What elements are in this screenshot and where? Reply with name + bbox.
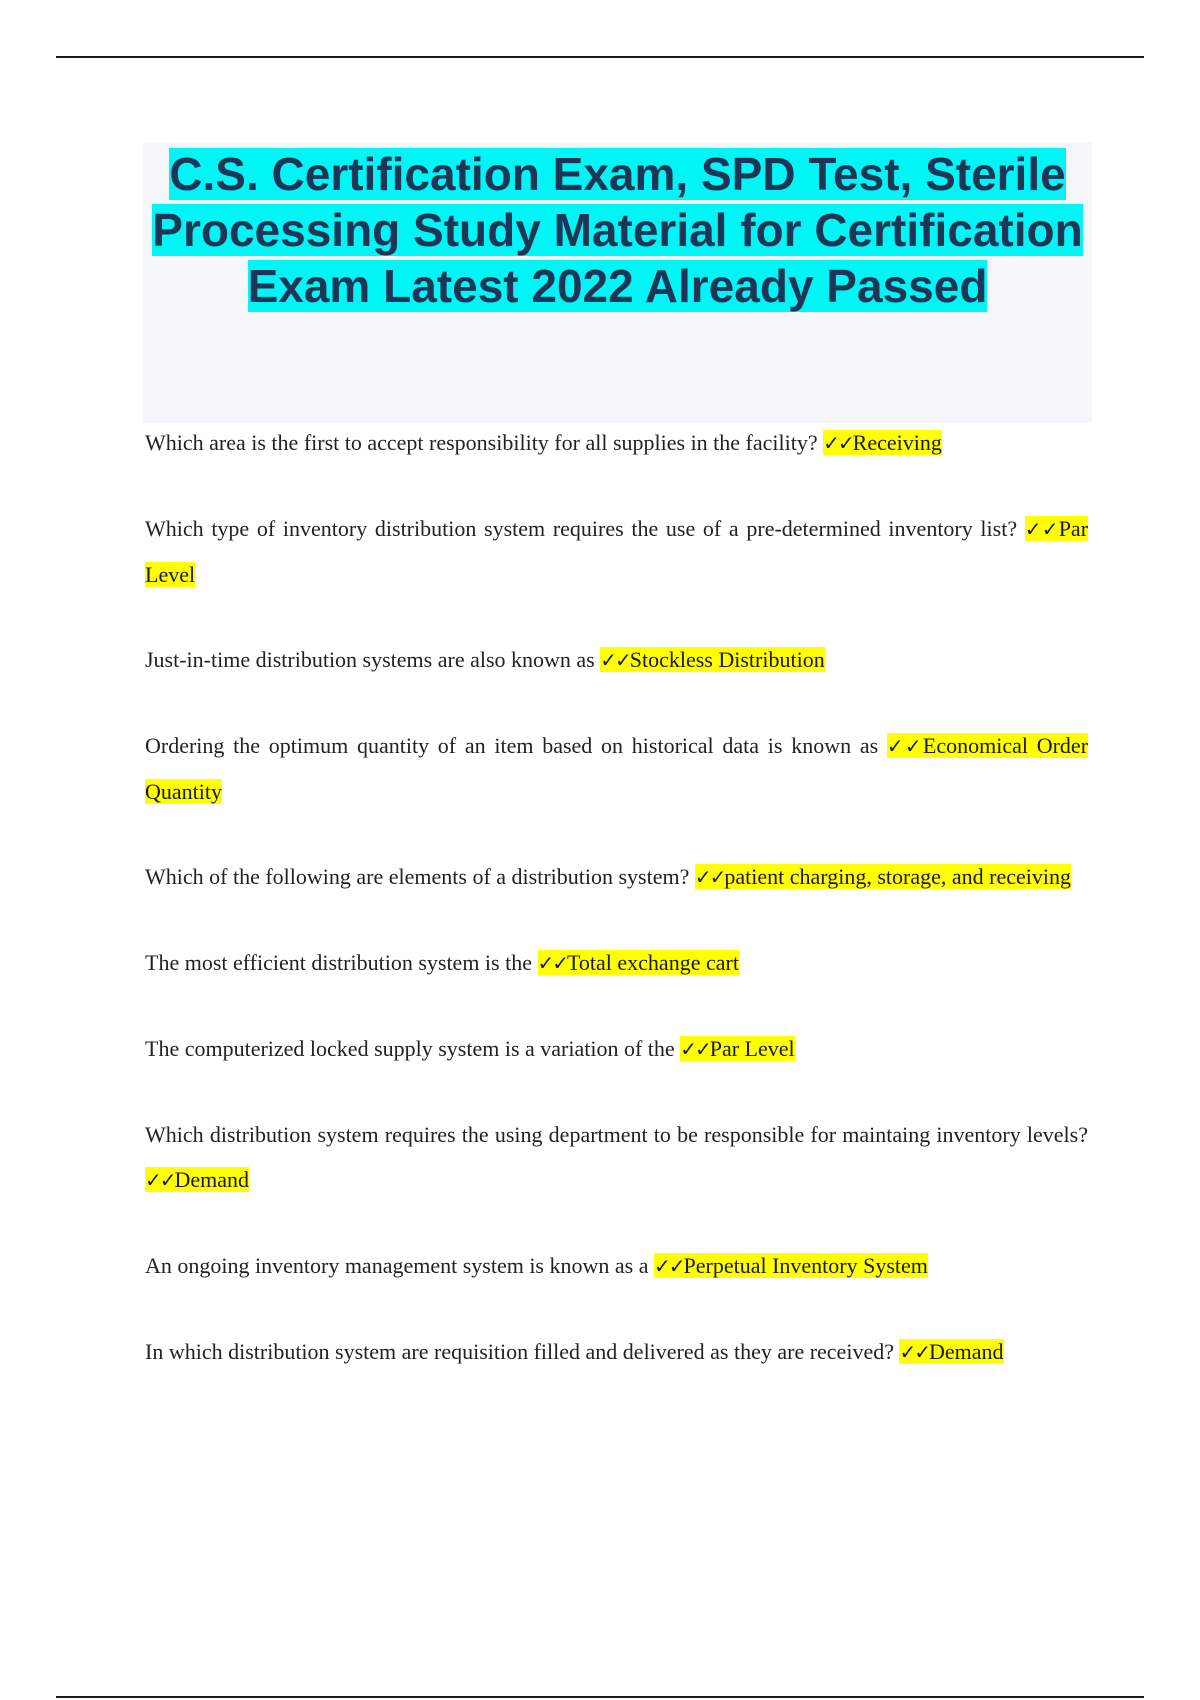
title-block [143, 143, 1092, 423]
double-check-icon: ✓✓ [899, 1340, 929, 1364]
qa-item [145, 420, 1088, 466]
answer-highlight [680, 1036, 794, 1061]
qa-item [145, 854, 1088, 900]
answer-highlight [600, 647, 824, 672]
double-check-icon: ✓✓ [823, 431, 853, 455]
double-check-icon: ✓✓ [537, 951, 568, 975]
answer-text: Par Level [145, 516, 1089, 587]
qa-list [145, 420, 1088, 1375]
answer-text: Stockless Distribution [629, 647, 825, 672]
answer-highlight [899, 1339, 1003, 1364]
answer-highlight [654, 1253, 928, 1278]
qa-item [145, 1243, 1088, 1289]
question-text: In which distribution system are requisition filled and delivered as they are received? [145, 1339, 894, 1364]
question-text: The computerized locked supply system is a variation of the [145, 1036, 675, 1061]
answer-highlight [823, 430, 942, 455]
question-text: The most efficient distribution system is the [145, 950, 532, 975]
answer-highlight [538, 950, 739, 975]
answer-text: Demand [174, 1167, 250, 1192]
question-text: An ongoing inventory management system is known as a [145, 1253, 649, 1278]
answer-highlight [145, 1167, 249, 1192]
qa-item [145, 637, 1088, 683]
question-text: Which distribution system requires the using department to be responsible for maintaing inventory levels? [145, 1122, 1088, 1147]
answer-text: Economical Order Quantity [145, 733, 1089, 804]
double-check-icon: ✓✓ [680, 1037, 710, 1061]
question-text: Ordering the optimum quantity of an item based on historical data is known as [145, 733, 879, 758]
answer-text: Total exchange cart [567, 950, 739, 975]
double-check-icon: ✓✓ [600, 648, 630, 672]
answer-text: Perpetual Inventory System [683, 1253, 928, 1278]
question-text: Which of the following are elements of a distribution system? [145, 864, 690, 889]
double-check-icon: ✓✓ [886, 734, 923, 758]
answer-text: Demand [928, 1339, 1004, 1364]
top-divider [56, 56, 1144, 58]
double-check-icon: ✓✓ [694, 865, 725, 889]
double-check-icon: ✓✓ [653, 1254, 684, 1278]
answer-text: patient charging, storage, and receiving [724, 864, 1071, 889]
question-text: Which area is the first to accept responsibility for all supplies in the facility? [145, 430, 818, 455]
document-title-text: C.S. Certification Exam, SPD Test, Sterile Processing Study Material for Certification Exam Latest 2022 Already Passed [152, 148, 1083, 312]
question-text: Just-in-time distribution systems are also known as [145, 647, 595, 672]
answer-text: Par Level [709, 1036, 795, 1061]
question-text: Which type of inventory distribution system requires the use of a pre-determined inventory list? [145, 516, 1018, 541]
qa-item [145, 1026, 1088, 1072]
answer-highlight [695, 864, 1071, 889]
bottom-divider [56, 1696, 1144, 1698]
double-check-icon: ✓✓ [1024, 517, 1059, 541]
document-title [143, 143, 1092, 314]
qa-item [145, 940, 1088, 986]
answer-text: Receiving [852, 430, 942, 455]
qa-item [145, 506, 1088, 597]
qa-item [145, 723, 1088, 814]
double-check-icon: ✓✓ [145, 1168, 175, 1192]
qa-item [145, 1329, 1088, 1375]
qa-item [145, 1112, 1088, 1203]
